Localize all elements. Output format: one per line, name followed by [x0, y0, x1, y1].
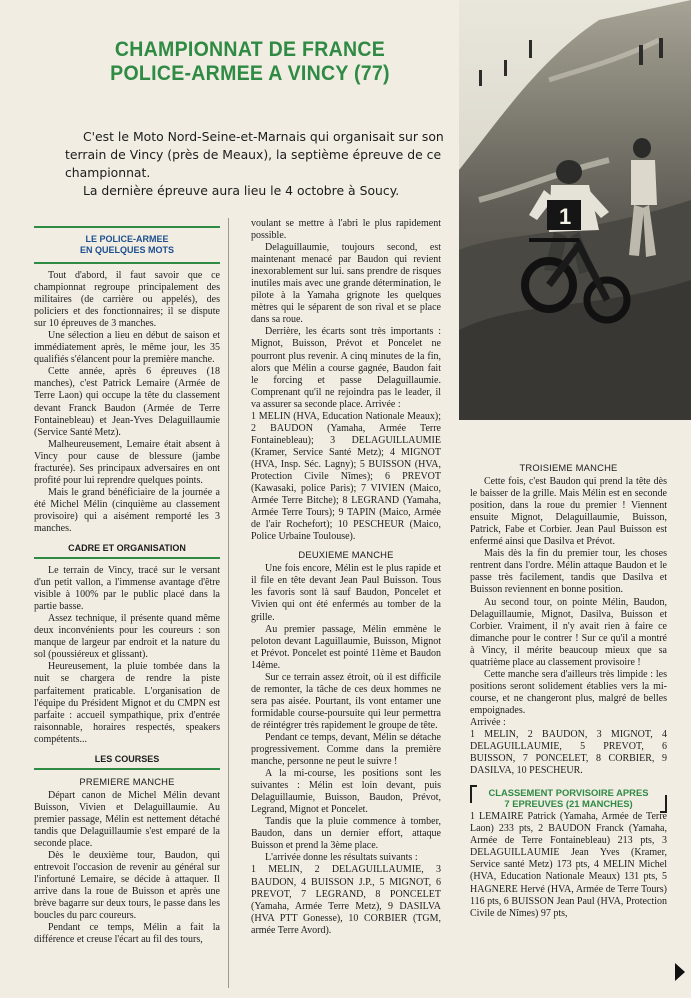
paragraph: voulant se mettre à l'abri le plus rapidement possible. [251, 218, 441, 242]
continue-arrow-icon [675, 963, 685, 981]
paragraph: Cette année, après 6 épreuves (18 manches), c'est Patrick Lemaire (Armée de Terre Laon) qui occupe la tête du classement devant Franck Baudon (Armée de Terre Fontainebleau) et Jean-Yves Delaguillaumie (Service Santé Metz). [34, 366, 220, 438]
paragraph: Malheureusement, Lemaire était absent à Vincy pour cause de blessure (jambe fracturée). Ses principaux adversaires en ont profité pour lui reprendre quelques points. [34, 438, 220, 486]
column-1 [34, 220, 220, 946]
subheading-troisieme-manche: TROISIEME MANCHE [519, 462, 618, 473]
paragraph: Cette fois, c'est Baudon qui prend la tête dès le baisser de la grille. Mais Mélin est en seconde position, dans la roue du premier ! Viennent ensuite Mignot, Delaguillaumie, Buisson, Patrick, Fabe et Corbier. Jean Paul Buisson est enfermé ainsi que Dasilva et Prévot. [470, 476, 667, 548]
bracket-left [470, 785, 477, 803]
intro-paragraph-1: C'est le Moto Nord-Seine-et-Marnais qui organisait sur son terrain de Vincy (près de Meaux), la septième épreuve de ce championnat. [65, 129, 444, 180]
paragraph: L'arrivée donne les résultats suivants : [265, 852, 418, 864]
standings-heading-line-2: 7 EPREUVES (21 MANCHES) [504, 798, 633, 810]
bib-number: 1 [559, 204, 572, 229]
paragraph: Mais le grand bénéficiaire de la journée a été Michel Mélin (cinquième au classement provisoire) qui a aisément remporté les 3 manches. [34, 486, 220, 534]
section-heading-police-armee [34, 226, 220, 264]
paragraph: Cette manche sera d'ailleurs très limpide : les positions seront solidement établies vers la mi-course, et ne changeront plus, malgré de belles empoignades. [470, 668, 667, 716]
title-line-2: POLICE-ARMEE A VINCY (77) [110, 62, 390, 85]
paragraph: A la mi-course, les positions sont les suivantes : Mélin est loin devant, puis Delaguillaumie, Buisson, Baudon, Prévot, Legrand, Mignot et Poncelet. [251, 768, 441, 816]
intro-paragraph-2: La dernière épreuve aura lieu le 4 octobre à Soucy. [83, 183, 400, 198]
column-2 [251, 218, 441, 937]
paragraph: Pendant ce temps, Mélin a fait la différence et creuse l'écart au fil des tours, [34, 922, 220, 946]
paragraph: Une fois encore, Mélin est le plus rapide et il file en tête devant Jean Paul Buisson. Tous les favoris sont là sauf Baudon, Poncelet et Vivien qui ont été enfermés au tomber de la grille. [251, 563, 441, 623]
paragraph: Tout d'abord, il faut savoir que ce championnat regroupe principalement des militaires (de carrière ou appelés), des policiers et des fonctionnaires; il se dispute sur 10 épreuves de 3 manches. [34, 270, 220, 330]
standings-paragraph: 1 LEMAIRE Patrick (Yamaha, Armée de Terre Laon) 233 pts, 2 BAUDON Franck (Yamaha, Armée de Terre Fontainebleau) 213 pts, 3 DELAGUILLAUMIE Jean Yves (Kramer, Service santé Metz) 173 pts, 4 MELIN Michel (HVA, Education Nationale Meaux) 131 pts, 5 HAGNERE Hervé (HVA, Armée de Terre Tours) 116 pts, 6 BUISSON Jean Paul (HVA, Protection Civile de Nîmes) 97 pts, [470, 811, 667, 919]
results-paragraph: 1 MELIN, 2 DELAGUILLAUMIE, 3 BAUDON, 4 BUISSON J.P., 5 MIGNOT, 6 PREVOT, 7 LEGRAND, 8 PONCELET (Yamaha, Armée Terre Metz), 9 DASILVA (HVA PTT Gonesse), 10 CORBIER (TGM, armée Terre Avord). [251, 864, 441, 936]
paragraph: Heureusement, la pluie tombée dans la nuit se chargera de rendre la piste parfaitement praticable. L'organisation de l'équipe du Président Mignot et du CMPN est parfaite : accueil sympathique, prix d'entrée raisonnable, horaires respectés, speakers compétents... [34, 661, 220, 745]
bracket-right [660, 795, 667, 813]
paragraph: Mais dès la fin du premier tour, les choses rentrent dans l'ordre. Mélin attaque Baudon et le passe très facilement, tandis que Dasilva et Buisson reviennent en bonne position. [470, 548, 667, 596]
paragraph: Derrière, les écarts sont très importants : Mignot, Buisson, Prévot et Poncelet ne pourront plus revenir. A cinq minutes de la fin, alors que Mélin a course gagnée, Baudon fait le forcing et passe Delaguillaumie. Comprenant qu'il ne rejoindra pas le leader, il va assurer sa seconde place. Arrivée : [251, 326, 441, 410]
intro-text [65, 128, 450, 200]
paragraph: Dès le deuxième tour, Baudon, qui entrevoit l'occasion de revenir au général sur l'infortuné Lemaire, se décide à attaquer. Il arrive dans la roue de Buisson et après une brève bagarre sur deux tours, le passe dans les boucles du parc coureurs. [34, 850, 220, 922]
motocross-photo [459, 0, 691, 420]
paragraph: Delaguillaumie, toujours second, est maintenant menacé par Baudon qui revient inexorablement sur lui. sans prendre de risques inutiles mais avec une grande détermination, le pilote à la Yamaha grignote les quelques mètres qui le séparent de son rival et se place dans sa roue. [251, 242, 441, 326]
section-heading-line-2: EN QUELQUES MOTS [79, 245, 174, 255]
standings-heading-line-1: CLASSEMENT PORVISOIRE APRES [488, 787, 649, 799]
section-heading-courses: LES COURSES [34, 752, 220, 770]
column-3 [470, 462, 667, 920]
paragraph: Départ canon de Michel Mélin devant Buisson, Vivien et Delaguillaumie. Au premier passage, Mélin est nettement détaché tandis que Delaguillaumie s'est emparé de la seconde place. [34, 789, 220, 849]
paragraph: Au premier passage, Mélin emmène le peloton devant Laguillaumie, Buisson, Mignot et Prévot. Poncelet est pointé 11ème et Baudon 14ème. [251, 623, 441, 671]
subheading-premiere-manche: PREMIERE MANCHE [79, 775, 175, 787]
paragraph: Pendant ce temps, devant, Mélin se détache progressivement. Comme dans la première manche, personne ne peut le suivre ! [251, 731, 441, 768]
subheading-deuxieme-manche: DEUXIEME MANCHE [298, 549, 394, 561]
paragraph: Assez technique, il présente quand même deux inconvénients pour les coureurs : son manque de largeur par endroit et la nature du sol (poussiéreux et glissant). [34, 613, 220, 661]
section-heading-cadre: CADRE ET ORGANISATION [34, 541, 220, 559]
results-paragraph: 1 MELIN (HVA, Education Nationale Meaux); 2 BAUDON (Yamaha, Armée Terre Fontainebleau); 3 DELAGUILLAUMIE (Kramer, Service Santé Metz); 4 MIGNOT (HVA, Insp. Séc. Lagny); 5 BUISSON (HVA, Protection Civile Nîmes); 6 PREVOT (Kawasaki, police Paris); 7 VIVIEN (Maico, Armée Terre Bitche); 8 LEGRAND (Yamaha, Armée Terre Tours); 9 TAPIN (Maico, Armée de l'air Rochefort); 10 PESCHEUR (Maico, Police Urbaine Toulouse). [251, 410, 441, 543]
paragraph: Tandis que la pluie commence à tomber, Baudon, dans un dernier effort, attaque Buisson et prend la 3ème place. [251, 816, 441, 852]
motocross-photo-illustration [459, 0, 691, 420]
paragraph: Au second tour, on pointe Mélin, Baudon, Delaguillaumie, Mignot, Dasilva, Buisson et Corbier. Vraiment, il n'y avait rien à faire ce dimanche pour le contrer ! Sur ce qu'il a montré à Vincy, il mérite beaucoup mieux que sa quatrième place au classement provisoire ! [470, 596, 667, 668]
standings-heading [470, 787, 667, 809]
column-divider [228, 218, 229, 988]
paragraph: Une sélection a lieu en début de saison et immédiatement après, le même jour, les 35 qualifiés s'élancent pour la première manche. [34, 330, 220, 366]
paragraph: Arrivée : [470, 716, 506, 728]
paragraph: Sur ce terrain assez étroit, où il est difficile de remonter, la tâche de ces deux hommes ne sera pas aisée. Pourtant, ils vont entamer une formidable course-poursuite qui leur permettra de réintégrer très rapidement le groupe de tête. [251, 671, 441, 731]
results-paragraph: 1 MELIN, 2 BAUDON, 3 MIGNOT, 4 DELAGUILLAUMIE, 5 PREVOT, 6 BUISSON, 7 PONCELET, 8 CORBIER, 9 DASILVA, 10 PESCHEUR. [470, 729, 667, 777]
paragraph: Le terrain de Vincy, tracé sur le versant d'un petit vallon, a l'immense avantage d'être visible à 100% par le public placé dans la partie basse. [34, 565, 220, 613]
section-heading-line-1: LE POLICE-ARMEE [85, 234, 169, 244]
article-title [73, 38, 426, 86]
title-line-1: CHAMPIONNAT DE FRANCE [114, 38, 386, 61]
